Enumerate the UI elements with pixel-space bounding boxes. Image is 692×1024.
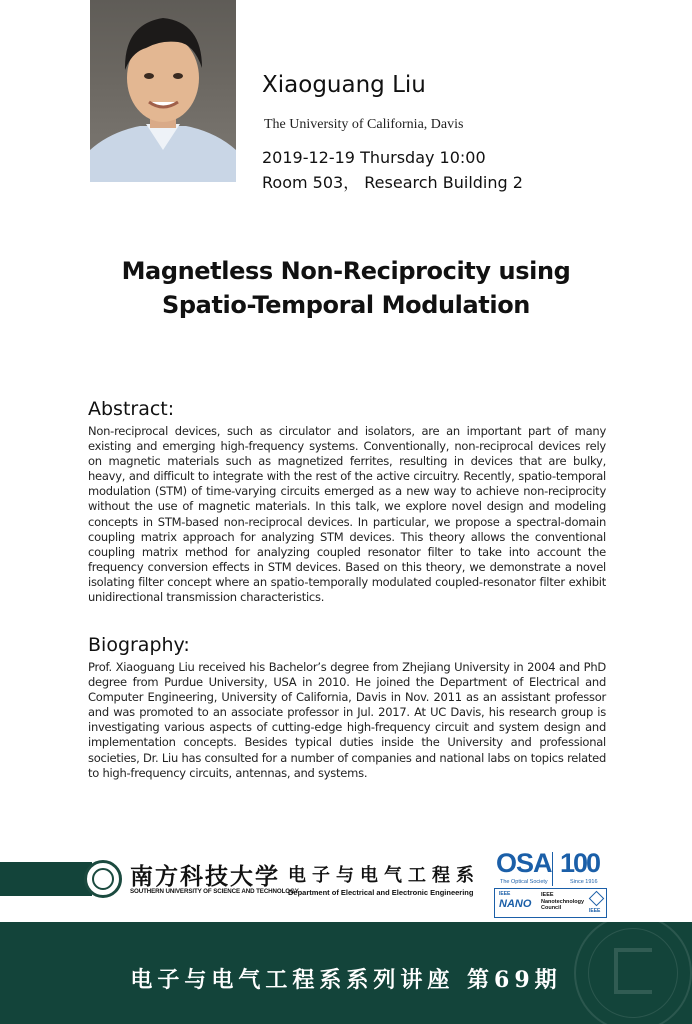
speaker-affiliation: The University of California, Davis bbox=[264, 117, 464, 132]
speaker-name: Xiaoguang Liu bbox=[262, 72, 426, 98]
biography-text: Prof. Xiaoguang Liu received his Bachelor’s degree from Zhejiang University in 2004 and PhD degree from Purdue University, USA in 2010. He joined the Department of Electrical and Computer Engineering, University of California, Davis in Nov. 2011 as an assistant professor and was promoted to an associate professor in Jul. 2017. At UC Davis, his research group is investigating various aspects of cutting-edge high-frequency circuit and system design and implementation concepts. Besides typical duties inside the University and professional societies, Dr. Liu has consulted for a number of companies and national labs on topics related to high-frequency circuits, antennas, and systems. bbox=[88, 660, 606, 780]
department-name-en: Department of Electrical and Electronic Engineering bbox=[288, 888, 474, 897]
lecture-series-title: 电子与电气工程系系列讲座 第69期 bbox=[130, 967, 562, 993]
nano-ieee-label: IEEE bbox=[499, 891, 511, 897]
biography-heading: Biography: bbox=[88, 634, 190, 656]
talk-title-line2: Spatio-Temporal Modulation bbox=[162, 291, 530, 319]
talk-location: Room 503， Research Building 2 bbox=[262, 173, 523, 192]
logo-band bbox=[0, 848, 692, 922]
osa-subtitle: The Optical Society bbox=[500, 879, 548, 885]
university-seal-icon bbox=[84, 860, 122, 898]
talk-datetime: 2019-12-19 Thursday 10:00 bbox=[262, 148, 486, 167]
nano-wordmark: NANO bbox=[499, 898, 532, 910]
osa-centennial: 100 bbox=[560, 848, 600, 878]
talk-title bbox=[40, 254, 652, 322]
logo-band-strip bbox=[0, 862, 92, 896]
abstract-heading: Abstract: bbox=[88, 398, 175, 420]
ieee-diamond-icon bbox=[589, 891, 605, 907]
department-name-cn: 电子与电气工程系 bbox=[288, 865, 480, 886]
university-name-cn: 南方科技大学 bbox=[130, 863, 280, 890]
footer-banner bbox=[0, 922, 692, 1024]
speaker-photo bbox=[90, 0, 236, 182]
nano-council-label: IEEE Nanotechnology Council bbox=[541, 892, 585, 911]
nano-ieee-label-2: IEEE bbox=[589, 908, 601, 914]
ieee-nano-logo bbox=[494, 888, 607, 918]
talk-title-line1: Magnetless Non-Reciprocity using bbox=[121, 257, 571, 285]
abstract-text: Non-reciprocal devices, such as circulator and isolators, are an important part of many existing and emerging high-frequency systems. Conventionally, non-reciprocal devices rely on magnetic materials such as magnetized ferrites, resulting in devices that are bulky, heavy, and difficult to integrate with the rest of the active circuitry. Recently, spatio-temporal modulation (STM) of time-varying circuits emerged as a new way to achieve non-reciprocity without the use of magnetic materials. In this talk, we explore novel design and modeling concepts in STM-based non-reciprocal devices. In particular, we propose a spectral-domain coupling matrix approach for analyzing STM devices. This theory allows the conventional coupling matrix method for analyzing coupled resonator filter to take into account the frequency conversion effects in STM devices. Based on this theory, we demonstrate a novel isolating filter concept where an spatio-temporally modulated coupled-resonator filter exhibit unidirectional transmission characteristics. bbox=[88, 424, 606, 605]
osa-wordmark: OSA bbox=[496, 848, 552, 878]
osa-divider bbox=[552, 852, 553, 886]
university-name-en: SOUTHERN UNIVERSITY OF SCIENCE AND TECHNOLOGY bbox=[130, 888, 299, 895]
osa-since: Since 1916 bbox=[570, 879, 598, 885]
